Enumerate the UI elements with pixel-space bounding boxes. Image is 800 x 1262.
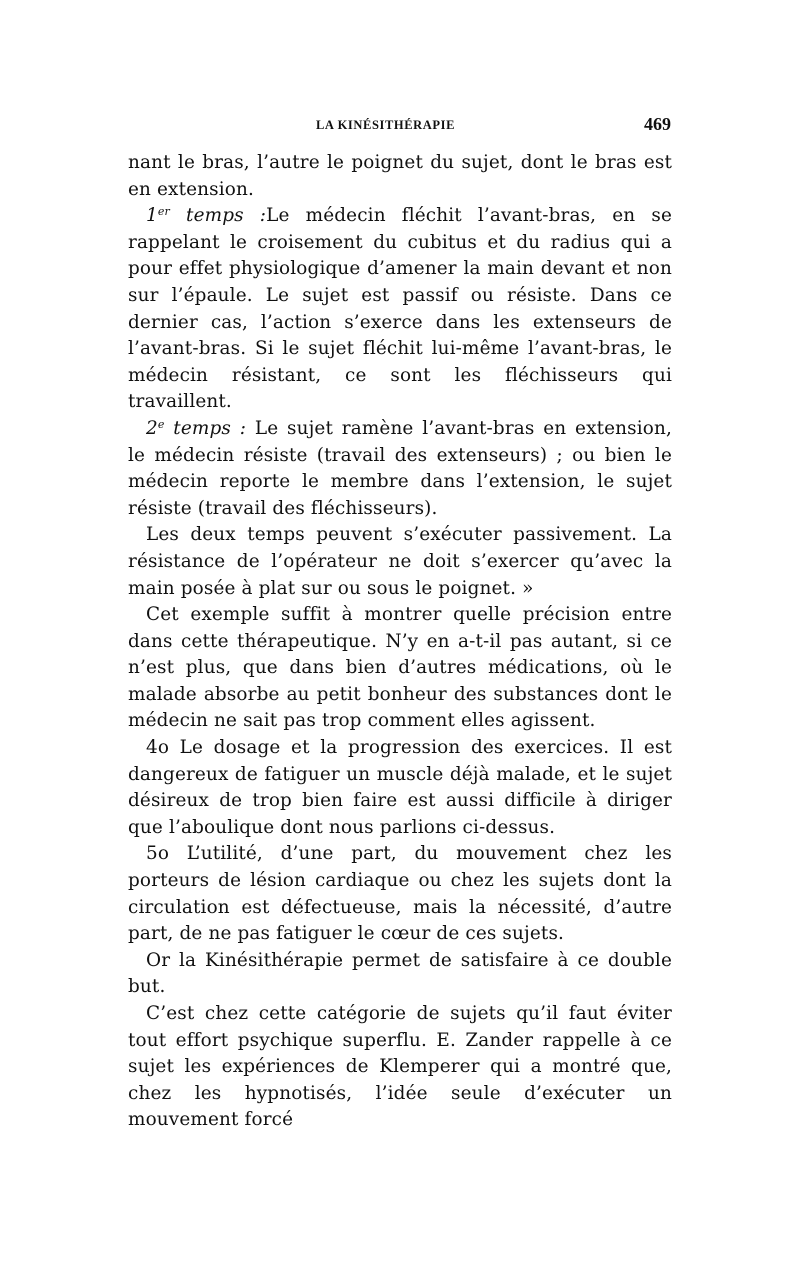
paragraph-text: Le sujet ramène l’avant-bras en extension, le médecin résiste (travail des extenseurs) ; ou bien le médecin reporte le membre dans l’extension, le sujet résiste (travail des fléchisseurs). [128,417,672,519]
paragraph-5 [128,602,672,735]
page-number: 469 [644,114,671,134]
running-head [0,114,800,140]
paragraph-1 [128,150,672,203]
paragraph-4 [128,522,672,602]
paragraph-6 [128,735,672,841]
body-text [128,150,672,1134]
paragraph-label: 1er temps : [146,205,267,227]
paragraph-text: Les deux temps peuvent s’exécuter passivement. La résistance de l’opérateur ne doit s’exercer qu’avec la main posée à plat sur ou sous le poignet. » [128,524,672,599]
paragraph-text: Cet exemple suffit à montrer quelle précision entre dans cette thérapeutique. N’y en a-t-il pas autant, si ce n’est plus, que dans bien d’autres médications, où le malade absorbe au petit bonheur des substances dont le médecin ne sait pas trop comment elles agissent. [128,604,672,732]
running-title: LA KINÉSITHÉRAPIE [316,118,456,132]
paragraph-text: nant le bras, l’autre le poignet du sujet, dont le bras est en extension. [128,152,672,200]
paragraph-label: 2e temps : [146,417,247,439]
paragraph-text: 5o L’utilité, d’une part, du mouvement chez les porteurs de lésion cardiaque ou chez les sujets dont la circulation est défectueuse, mais la nécessité, d’autre part, de ne pas fatiguer le cœur de ces sujets. [128,843,672,945]
paragraph-text: Or la Kinésithérapie permet de satisfaire à ce double but. [128,949,672,998]
paragraph-text: Le médecin fléchit l’avant-bras, en se rappelant le croisement du cubitus et du radius qui a pour effet physiologique d’amener la main devant et non sur l’épaule. Le sujet est passif ou résiste. Dans ce dernier cas, l’action s’exerce dans les extenseurs de l’avant-bras. Si le sujet fléchit lui-même l’avant-bras, le médecin résistant, ce sont les fléchisseurs qui travaillent. [128,205,672,413]
paragraph-2 [128,203,672,416]
paragraph-7 [128,841,672,947]
paragraph-text: 4o Le dosage et la progression des exercices. Il est dangereux de fatiguer un muscle déjà malade, et le sujet désireux de trop bien faire est aussi difficile à diriger que l’aboulique dont nous parlions ci-dessus. [128,737,672,838]
paragraph-8 [128,948,672,1001]
paragraph-9 [128,1001,672,1134]
paragraph-3 [128,416,672,522]
paragraph-text: C’est chez cette catégorie de sujets qu’il faut éviter tout effort psychique superflu. E. Zander rappelle à ce sujet les expériences de Klemperer qui a montré que, chez les hypnotisés, l’idée seule d’exécuter un mouvement forcé [128,1003,672,1131]
